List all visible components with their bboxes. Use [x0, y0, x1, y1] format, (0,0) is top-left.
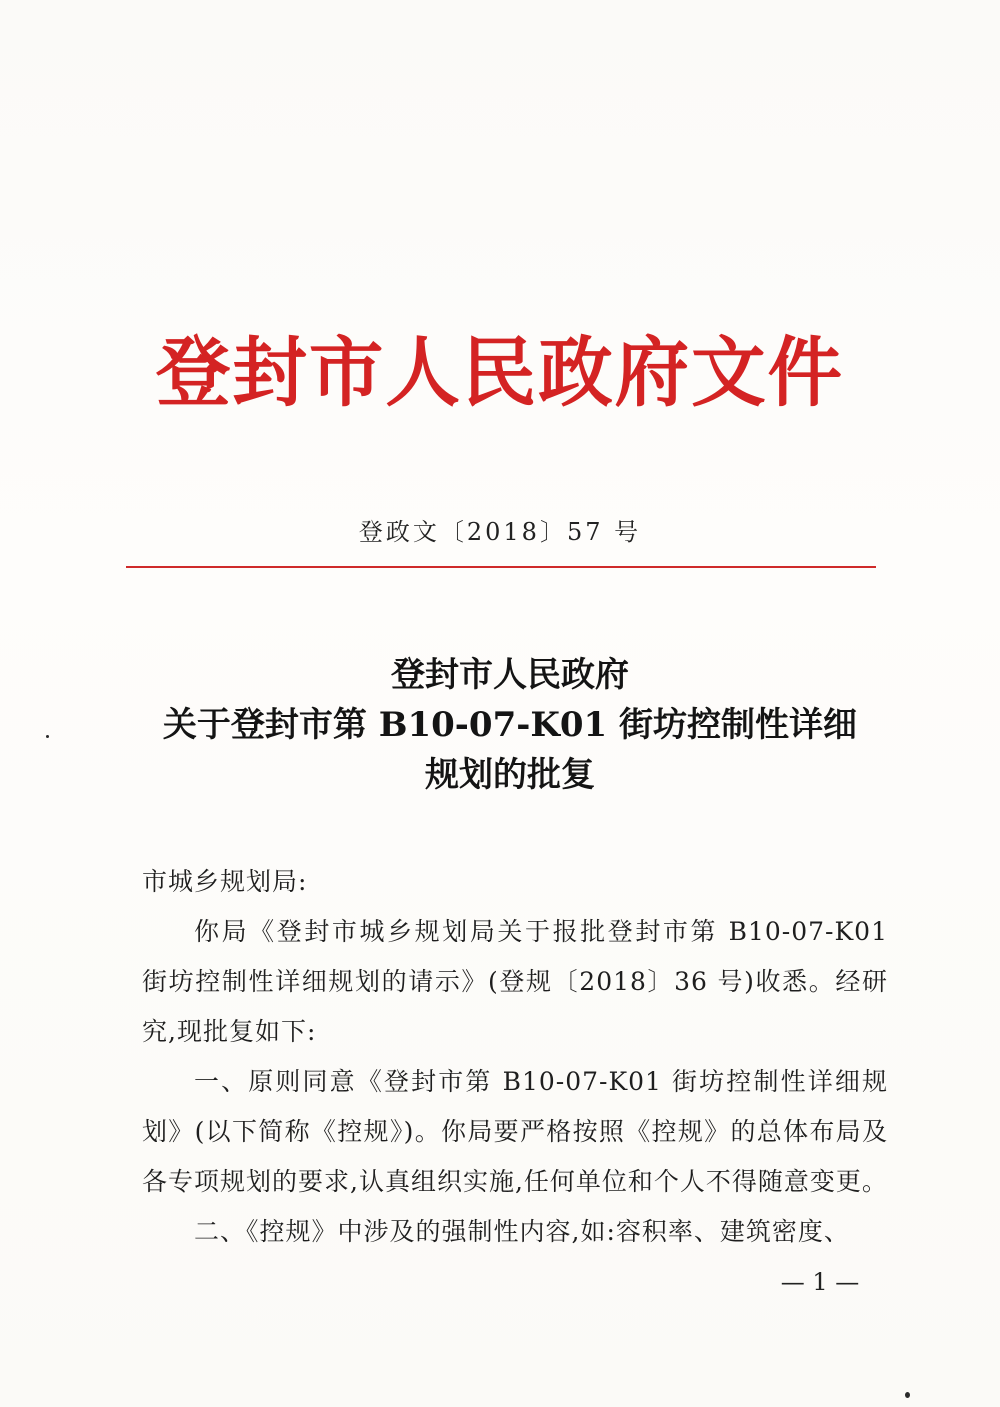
header-red-rule [126, 566, 876, 568]
document-body [142, 857, 888, 1257]
body-paragraph-2: 一、原则同意《登封市第 B10-07-K01 街坊控制性详细规划》(以下简称《控规》)。你局要严格按照《控规》的总体布局及各专项规划的要求,认真组织实施,任何单位和个人不得随意变更。 [142, 1067, 888, 1196]
document-header-title: 登封市人民政府文件 [156, 328, 844, 417]
scan-speck [46, 735, 49, 738]
document-number: 登政文〔2018〕57 号 [358, 518, 642, 546]
body-paragraph-3: 二、《控规》中涉及的强制性内容,如:容积率、建筑密度、 [194, 1217, 850, 1246]
recipient-line: 市城乡规划局: [142, 867, 308, 896]
page-number: — 1 — [780, 1268, 860, 1296]
reply-title [100, 650, 920, 800]
reply-title-line-1: 登封市人民政府 [391, 655, 629, 695]
scan-speck [905, 1392, 910, 1398]
body-paragraph-1: 你局《登封市城乡规划局关于报批登封市第 B10-07-K01 街坊控制性详细规划的请示》(登规〔2018〕36 号)收悉。经研究,现批复如下: [142, 917, 888, 1046]
reply-title-line-3: 规划的批复 [425, 755, 595, 795]
reply-title-line-2: 关于登封市第 B10-07-K01 街坊控制性详细 [162, 705, 858, 745]
